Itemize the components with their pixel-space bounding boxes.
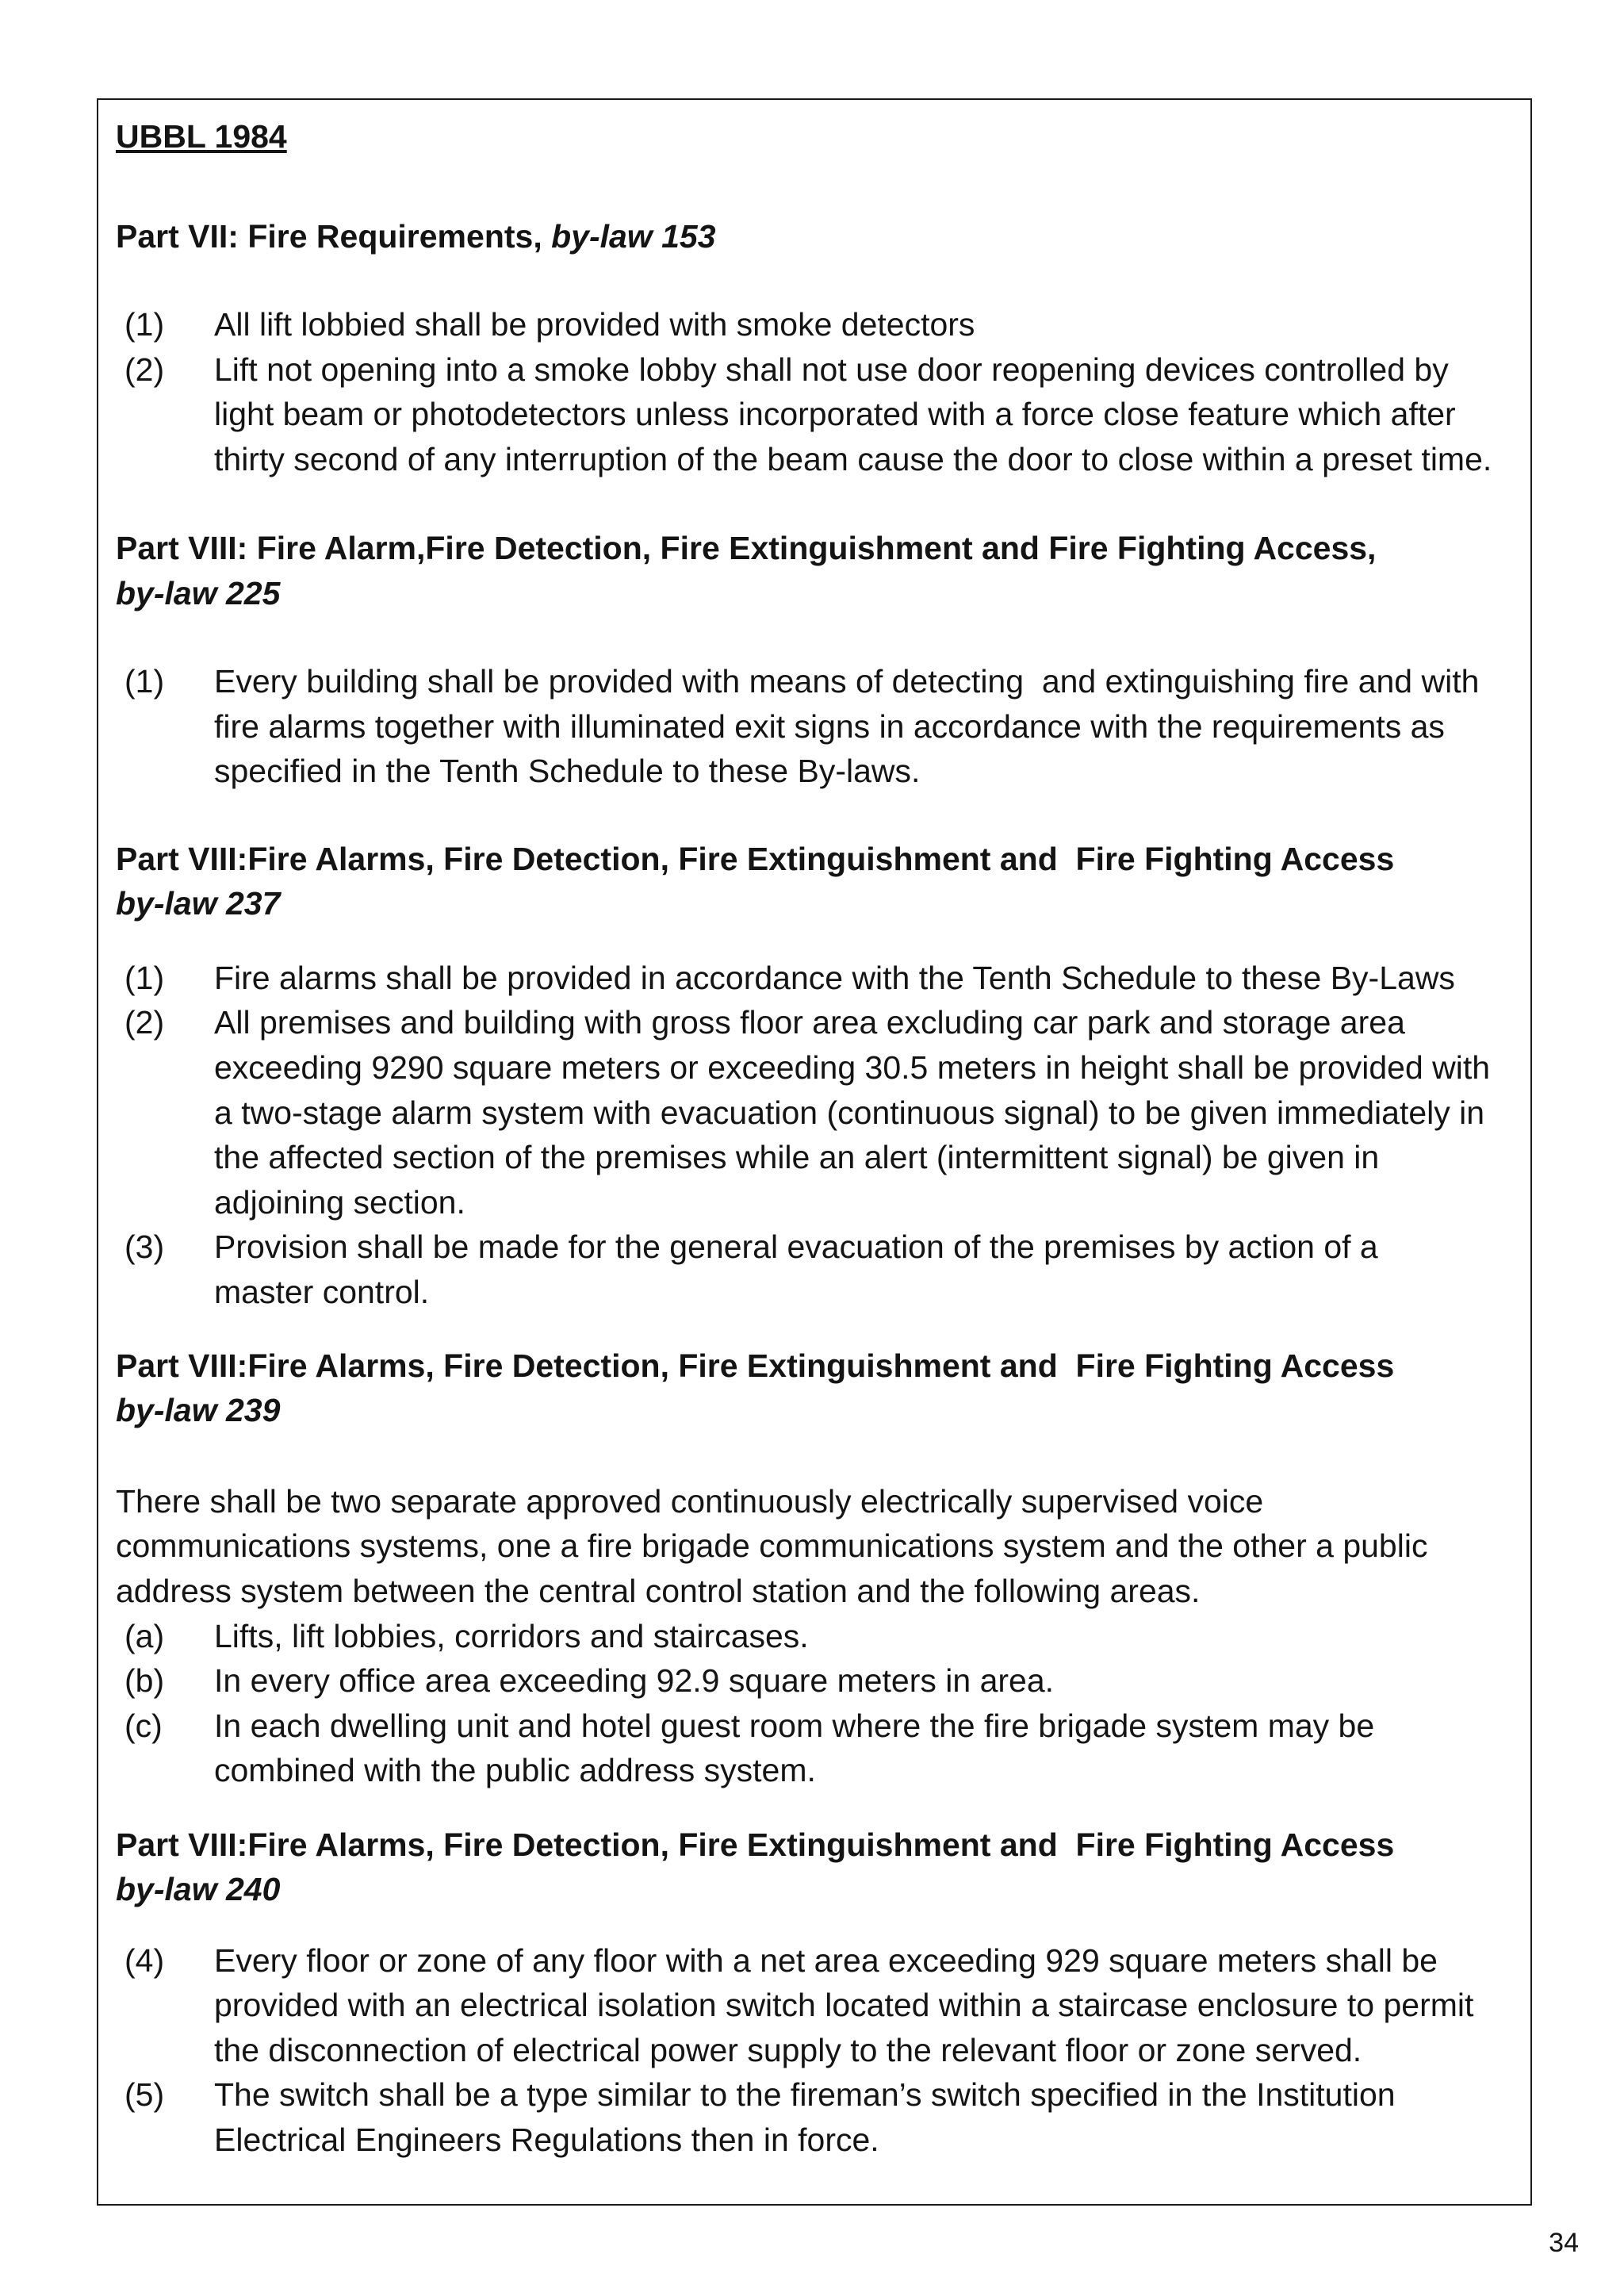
- section-heading: [116, 214, 1513, 259]
- item-list: [116, 302, 1513, 481]
- paragraph-line: There shall be two separate approved continuously electrically supervised voice: [116, 1482, 1264, 1520]
- section-paragraph: [116, 1479, 1513, 1614]
- item-text: [214, 659, 1513, 794]
- heading-title: Part VIII:Fire Alarms, Fire Detection, Fire Extinguishment and Fire Fighting Access: [116, 840, 1395, 877]
- item-number: (2): [124, 351, 165, 388]
- item-number: (1): [124, 959, 165, 996]
- item-number: (1): [124, 662, 165, 700]
- list-item: [116, 1225, 1513, 1314]
- item-text-line: light beam or photodetectors unless incorporated with a force close feature which after: [214, 396, 1456, 433]
- list-item: [116, 2072, 1513, 2162]
- item-text: [214, 302, 1513, 347]
- item-text: [214, 1658, 1513, 1704]
- bylaw-reference: by-law 237: [116, 885, 281, 922]
- list-item: [116, 956, 1513, 1001]
- item-number: (c): [124, 1707, 163, 1744]
- item-number: (1): [124, 305, 165, 343]
- item-text: [214, 1704, 1513, 1793]
- item-text-line: All premises and building with gross floor area excluding car park and storage area: [214, 1004, 1405, 1041]
- paragraph-line: communications systems, one a fire brigade communications system and the other a public: [116, 1527, 1428, 1565]
- item-text: [214, 1614, 1513, 1659]
- section-heading: [116, 526, 1513, 615]
- item-text-line: specified in the Tenth Schedule to these By-laws.: [214, 753, 921, 790]
- item-text-line: fire alarms together with illuminated exit signs in accordance with the requirements as: [214, 707, 1445, 745]
- section-heading: [116, 1823, 1513, 1912]
- list-item: [116, 1614, 1513, 1659]
- item-text-line: Lifts, lift lobbies, corridors and staircases.: [214, 1617, 809, 1654]
- list-item: [116, 659, 1513, 794]
- item-number: (a): [124, 1617, 165, 1654]
- item-text: [214, 1938, 1513, 2073]
- item-text: [214, 956, 1513, 1001]
- heading-title: Part VII: Fire Requirements,: [116, 217, 552, 255]
- bylaw-reference: by-law 239: [116, 1392, 281, 1429]
- list-item: [116, 1000, 1513, 1225]
- list-item: [116, 347, 1513, 482]
- item-text-line: Electrical Engineers Regulations then in force.: [214, 2121, 879, 2158]
- section-heading: [116, 837, 1513, 926]
- list-item: [116, 1658, 1513, 1704]
- item-text-line: a two-stage alarm system with evacuation (continuous signal) to be given immediately in: [214, 1094, 1485, 1131]
- item-text-line: In every office area exceeding 92.9 square meters in area.: [214, 1662, 1055, 1700]
- item-number: (4): [124, 1941, 165, 1979]
- heading-title: Part VIII: Fire Alarm,Fire Detection, Fire Extinguishment and Fire Fighting Access,: [116, 529, 1377, 566]
- item-text-line: thirty second of any interruption of the beam cause the door to close within a preset time.: [214, 440, 1492, 477]
- item-number: (2): [124, 1004, 165, 1041]
- list-item: [116, 1938, 1513, 2073]
- item-text: [214, 1000, 1513, 1225]
- item-text-line: exceeding 9290 square meters or exceeding 30.5 meters in height shall be provided with: [214, 1049, 1491, 1087]
- item-text-line: the disconnection of electrical power supply to the relevant floor or zone served.: [214, 2031, 1362, 2068]
- item-list: [116, 1938, 1513, 2163]
- item-text: [214, 347, 1513, 482]
- item-text-line: the affected section of the premises while an alert (intermittent signal) be given in: [214, 1139, 1380, 1176]
- item-text-line: All lift lobbied shall be provided with smoke detectors: [214, 305, 975, 343]
- item-text-line: combined with the public address system.: [214, 1752, 816, 1789]
- bylaw-reference: by-law 240: [116, 1871, 281, 1908]
- item-text-line: adjoining section.: [214, 1183, 465, 1221]
- heading-title: Part VIII:Fire Alarms, Fire Detection, Fire Extinguishment and Fire Fighting Access: [116, 1347, 1395, 1384]
- list-item: [116, 1704, 1513, 1793]
- paragraph-line: address system between the central control station and the following areas.: [116, 1572, 1201, 1609]
- item-text: [214, 2072, 1513, 2162]
- document-title: UBBL 1984: [116, 118, 287, 155]
- item-list: [116, 659, 1513, 794]
- item-number: (3): [124, 1228, 165, 1266]
- heading-title: Part VIII:Fire Alarms, Fire Detection, Fire Extinguishment and Fire Fighting Access: [116, 1826, 1395, 1863]
- section-heading: [116, 1343, 1513, 1433]
- item-text-line: Provision shall be made for the general evacuation of the premises by action of a: [214, 1228, 1378, 1266]
- item-text-line: In each dwelling unit and hotel guest room where the fire brigade system may be: [214, 1707, 1375, 1744]
- item-list: [116, 1614, 1513, 1793]
- document-frame: [97, 98, 1532, 2206]
- item-text-line: Lift not opening into a smoke lobby shall not use door reopening devices controlled by: [214, 351, 1449, 388]
- item-text-line: master control.: [214, 1274, 430, 1311]
- page-number: 34: [1549, 2228, 1579, 2258]
- bylaw-reference: by-law 153: [551, 217, 716, 255]
- item-text-line: The switch shall be a type similar to the fireman’s switch specified in the Institution: [214, 2076, 1396, 2114]
- item-number: (5): [124, 2076, 165, 2114]
- item-list: [116, 956, 1513, 1315]
- list-item: [116, 302, 1513, 347]
- item-number: (b): [124, 1662, 165, 1700]
- item-text-line: provided with an electrical isolation switch located within a staircase enclosure to permit: [214, 1987, 1474, 2024]
- item-text-line: Every building shall be provided with means of detecting and extinguishing fire and with: [214, 662, 1480, 700]
- item-text-line: Fire alarms shall be provided in accordance with the Tenth Schedule to these By-Laws: [214, 959, 1455, 996]
- item-text-line: Every floor or zone of any floor with a net area exceeding 929 square meters shall be: [214, 1941, 1438, 1979]
- bylaw-reference: by-law 225: [116, 574, 281, 611]
- item-text: [214, 1225, 1513, 1314]
